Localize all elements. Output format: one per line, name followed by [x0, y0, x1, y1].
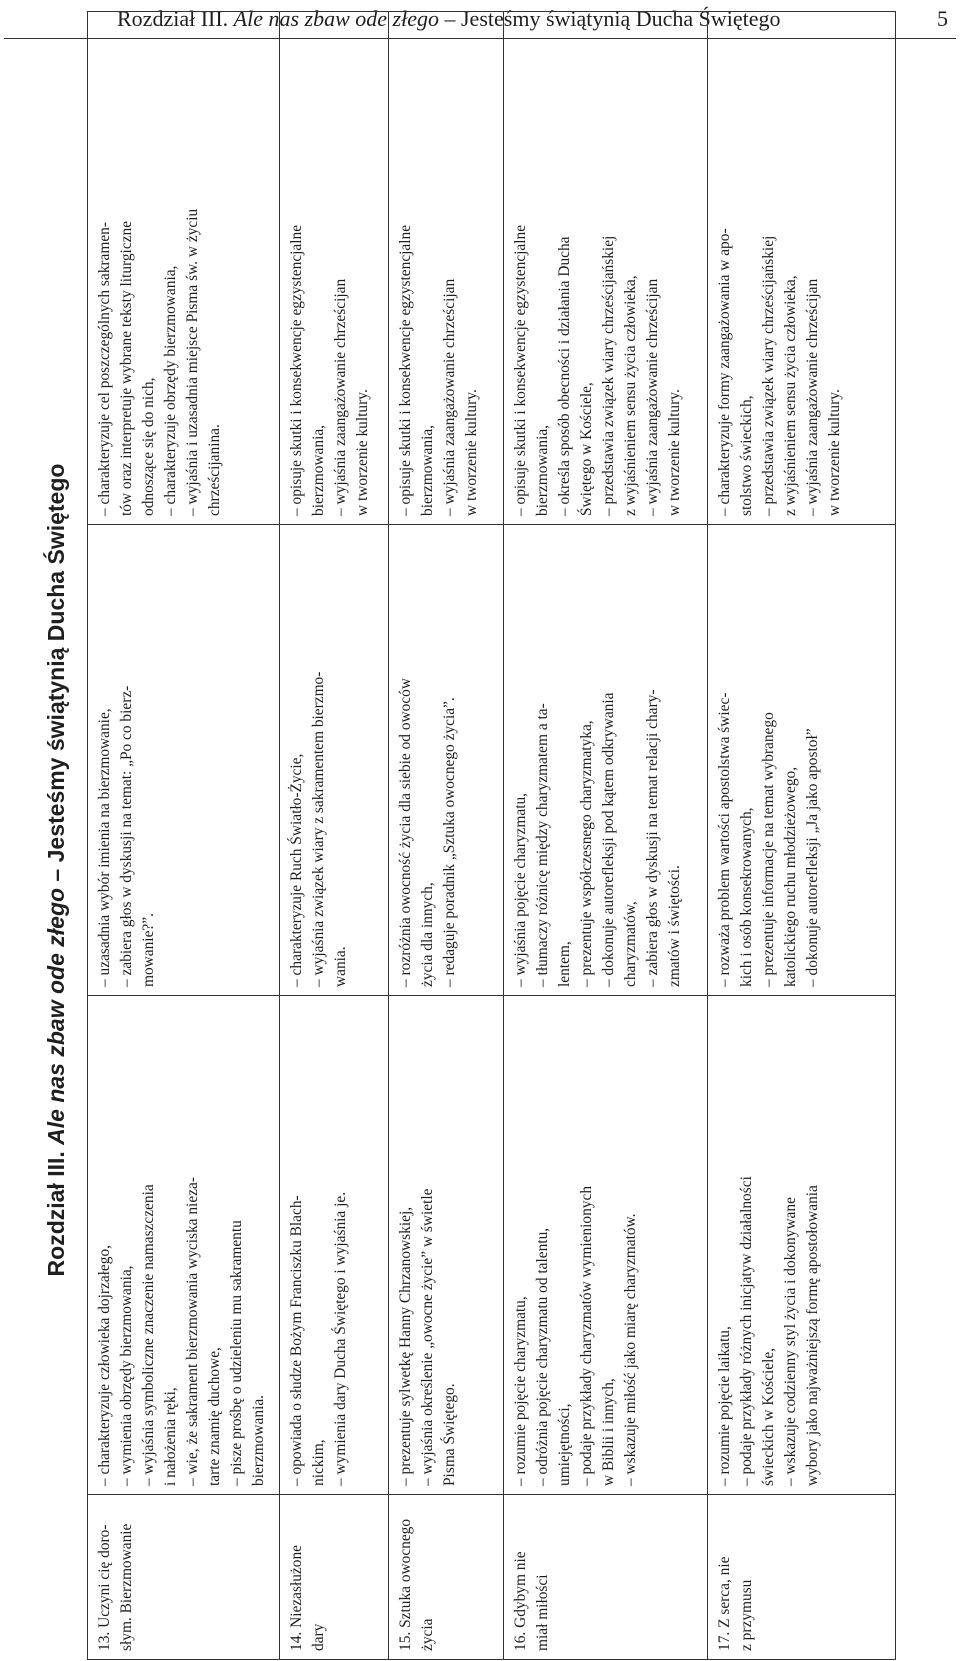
topic-cell: [88, 1495, 280, 1660]
cell-line: wybory jako najważniejszą formę apostołowania: [804, 1185, 821, 1486]
cell-line: – prezentuje współczesnego charyzmatyka,: [578, 720, 595, 987]
cell-line: – podaje przykłady różnych inicjatyw działalności: [738, 1176, 755, 1486]
cell-line: świeckich w Kościele,: [760, 1347, 777, 1486]
cell-line: – wymienia dary Ducha Świętego i wyjaśnia je.: [332, 1191, 349, 1486]
cell-line: słym. Bierzmowanie: [118, 1523, 135, 1651]
cell-line: dary: [310, 1623, 327, 1651]
cell-line: – charakteryzuje człowieka dojrzałego,: [96, 1245, 113, 1486]
page-number: 5: [937, 6, 948, 31]
topic-cell: [389, 1495, 504, 1660]
cell-line: – charakteryzuje cel poszczególnych sakramen-: [96, 222, 113, 516]
cell-line: – wyjaśnia określenie „owocne życie” w świetle: [419, 1188, 436, 1486]
cell-line: tarte znamię duchowe,: [206, 1347, 223, 1486]
cell-line: bierzmowania.: [250, 1394, 267, 1486]
extended-requirements-cell: [88, 525, 280, 996]
cell-line: w tworzenie kultury.: [666, 389, 683, 516]
running-title-part: – Jesteśmy świątynią Ducha Świętego: [439, 6, 781, 31]
general-requirements-cell: [389, 12, 504, 525]
cell-line: wania.: [332, 946, 349, 987]
cell-line: – opisuje skutki i konsekwencje egzystencjalne: [512, 224, 529, 516]
rotated-content: [25, 75, 895, 1660]
cell-line: bierzmowania,: [419, 424, 436, 516]
cell-line: z wyjaśnieniem sensu życia człowieka,: [782, 275, 799, 516]
cell-line: w tworzenie kultury.: [826, 389, 843, 516]
cell-line: – rozumie pojęcie laikatu,: [716, 1326, 733, 1486]
cell-line: Pisma Świętego.: [441, 1383, 458, 1486]
cell-line: w tworzenie kultury.: [463, 389, 480, 516]
cell-line: mowanie?”.: [140, 913, 157, 987]
topic-cell: [280, 1495, 389, 1660]
section-title-prefix: Rozdział III.: [43, 1144, 69, 1277]
basic-requirements-cell: [504, 996, 708, 1495]
running-title-part: Rozdział III.: [117, 6, 234, 31]
table-row: [280, 12, 389, 1660]
cell-line: – wyjaśnia i uzasadnia miejsce Pisma św. w życiu: [184, 208, 201, 516]
cell-line: chrześcijanina.: [206, 424, 223, 516]
cell-line: zmatów i świętości.: [666, 865, 683, 987]
cell-line: – przedstawia związek wiary chrześcijańskiej: [600, 235, 617, 516]
general-requirements-cell: [280, 12, 389, 525]
cell-line: życia: [419, 1618, 436, 1651]
cell-line: – wymienia obrzędy bierzmowania,: [118, 1265, 135, 1486]
cell-line: – wskazuje codzienny styl życia i dokonywane: [782, 1197, 799, 1486]
cell-line: – pisze prośbę o udzieleniu mu sakramentu: [228, 1220, 245, 1486]
cell-line: – wskazuje miłość jako miarę charyzmatów.: [622, 1213, 639, 1486]
cell-line: odnoszące się do nich,: [140, 377, 157, 516]
cell-line: – wyjaśnia zaangażowanie chrześcijan: [804, 278, 821, 516]
cell-line: kich i osób konsekrowanych,: [738, 807, 755, 987]
cell-line: – opowiada o słudze Bożym Franciszku Blach-: [288, 1195, 305, 1486]
cell-line: – wyjaśnia zaangażowanie chrześcijan: [644, 278, 661, 516]
cell-line: 16. Gdybym nie: [512, 1551, 529, 1651]
cell-line: – wyjaśnia zaangażowanie chrześcijan: [332, 278, 349, 516]
cell-line: – określa sposób obecności i działania Ducha: [556, 236, 573, 516]
cell-line: – przedstawia związek wiary chrześcijańskiej: [760, 235, 777, 516]
cell-line: lentem,: [556, 941, 573, 987]
table-body: [88, 12, 896, 1660]
cell-line: – opisuje skutki i konsekwencje egzystencjalne: [288, 224, 305, 516]
cell-line: 14. Niezasłużone: [288, 1545, 305, 1651]
cell-line: z przymusu: [738, 1579, 755, 1651]
extended-requirements-cell: [504, 525, 708, 996]
curriculum-table: [87, 11, 896, 1660]
cell-line: – opisuje skutki i konsekwencje egzystencjalne: [397, 224, 414, 516]
cell-line: w tworzenie kultury.: [354, 389, 371, 516]
cell-line: – wyjaśnia zaangażowanie chrześcijan: [441, 278, 458, 516]
section-title: [25, 80, 87, 1660]
cell-line: – rozważa problem wartości apostolstwa świec-: [716, 692, 733, 987]
cell-line: – rozróżnia owocność życia dla siebie od owoców: [397, 678, 414, 987]
cell-line: – redaguje poradnik „Sztuka owocnego życia”.: [441, 697, 458, 987]
cell-line: – wyjaśnia pojęcie charyzmatu,: [512, 792, 529, 987]
general-requirements-cell: [708, 12, 896, 525]
cell-line: życia dla innych,: [419, 882, 436, 987]
cell-line: – prezentuje informacje na temat wybranego: [760, 712, 777, 987]
table-row: [389, 12, 504, 1660]
extended-requirements-cell: [708, 525, 896, 996]
cell-line: – dokonuje autorefleksji pod kątem odkrywania: [600, 692, 617, 987]
cell-line: – odróżnia pojęcie charyzmatu od talentu,: [534, 1227, 551, 1486]
cell-line: – zabiera głos w dyskusji na temat relacji chary-: [644, 689, 661, 987]
table-row: [708, 12, 896, 1660]
cell-line: bierzmowania,: [310, 424, 327, 516]
cell-line: – uzasadnia wybór imienia na bierzmowanie,: [96, 708, 113, 987]
cell-line: z wyjaśnieniem sensu życia człowieka,: [622, 275, 639, 516]
cell-line: – rozumie pojęcie charyzmatu,: [512, 1296, 529, 1486]
running-title-italic: Ale nas zbaw ode złego: [233, 6, 439, 31]
cell-line: tów oraz interpretuje wybrane teksty liturgiczne: [118, 220, 135, 516]
cell-line: 13. Uczyni cię doro-: [96, 1524, 113, 1651]
cell-line: charyzmatów,: [622, 901, 639, 987]
cell-line: katolickiego ruchu młodzieżowego,: [782, 766, 799, 987]
cell-line: umiejętności,: [556, 1403, 573, 1486]
basic-requirements-cell: [280, 996, 389, 1495]
cell-line: miał miłości: [534, 1574, 551, 1651]
cell-line: i nałożenia ręki,: [162, 1387, 179, 1486]
extended-requirements-cell: [280, 525, 389, 996]
table-row: [88, 12, 280, 1660]
cell-line: nickim,: [310, 1439, 327, 1486]
cell-line: w Biblii i innych,: [600, 1378, 617, 1486]
topic-cell: [504, 1495, 708, 1660]
cell-line: – wyjaśnia symboliczne znaczenie namaszczenia: [140, 1184, 157, 1486]
general-requirements-cell: [88, 12, 280, 525]
extended-requirements-cell: [389, 525, 504, 996]
cell-line: – wie, że sakrament bierzmowania wyciska nieza-: [184, 1177, 201, 1486]
cell-line: – dokonuje autorefleksji „Ja jako apostoł”: [804, 728, 821, 987]
cell-line: – tłumaczy różnicę między charyzmatem a ta-: [534, 703, 551, 987]
cell-line: – charakteryzuje formy zaangażowania w apo-: [716, 228, 733, 516]
general-requirements-cell: [504, 12, 708, 525]
cell-line: Świętego w Kościele,: [578, 382, 595, 516]
basic-requirements-cell: [708, 996, 896, 1495]
cell-line: 15. Sztuka owocnego: [397, 1518, 414, 1651]
cell-line: – zabiera głos w dyskusji na temat: „Po co bierz-: [118, 685, 135, 987]
topic-cell: [708, 1495, 896, 1660]
cell-line: stolstwo świeckich,: [738, 395, 755, 516]
cell-line: – prezentuje sylwetkę Hanny Chrzanowskiej,: [397, 1206, 414, 1486]
cell-line: – charakteryzuje obrzędy bierzmowania,: [162, 265, 179, 516]
cell-line: – charakteryzuje Ruch Światło-Życie,: [288, 753, 305, 987]
cell-line: 17. Z serca, nie: [716, 1556, 733, 1651]
section-title-suffix: – Jesteśmy świątynią Ducha Świętego: [43, 463, 69, 888]
cell-line: – podaje przykłady charyzmatów wymienionych: [578, 1185, 595, 1486]
section-title-italic: Ale nas zbaw ode złego: [43, 887, 69, 1145]
basic-requirements-cell: [389, 996, 504, 1495]
basic-requirements-cell: [88, 996, 280, 1495]
table-row: [504, 12, 708, 1660]
cell-line: – wyjaśnia związek wiary z sakramentem bierzmo-: [310, 671, 327, 987]
cell-line: bierzmowania,: [534, 424, 551, 516]
